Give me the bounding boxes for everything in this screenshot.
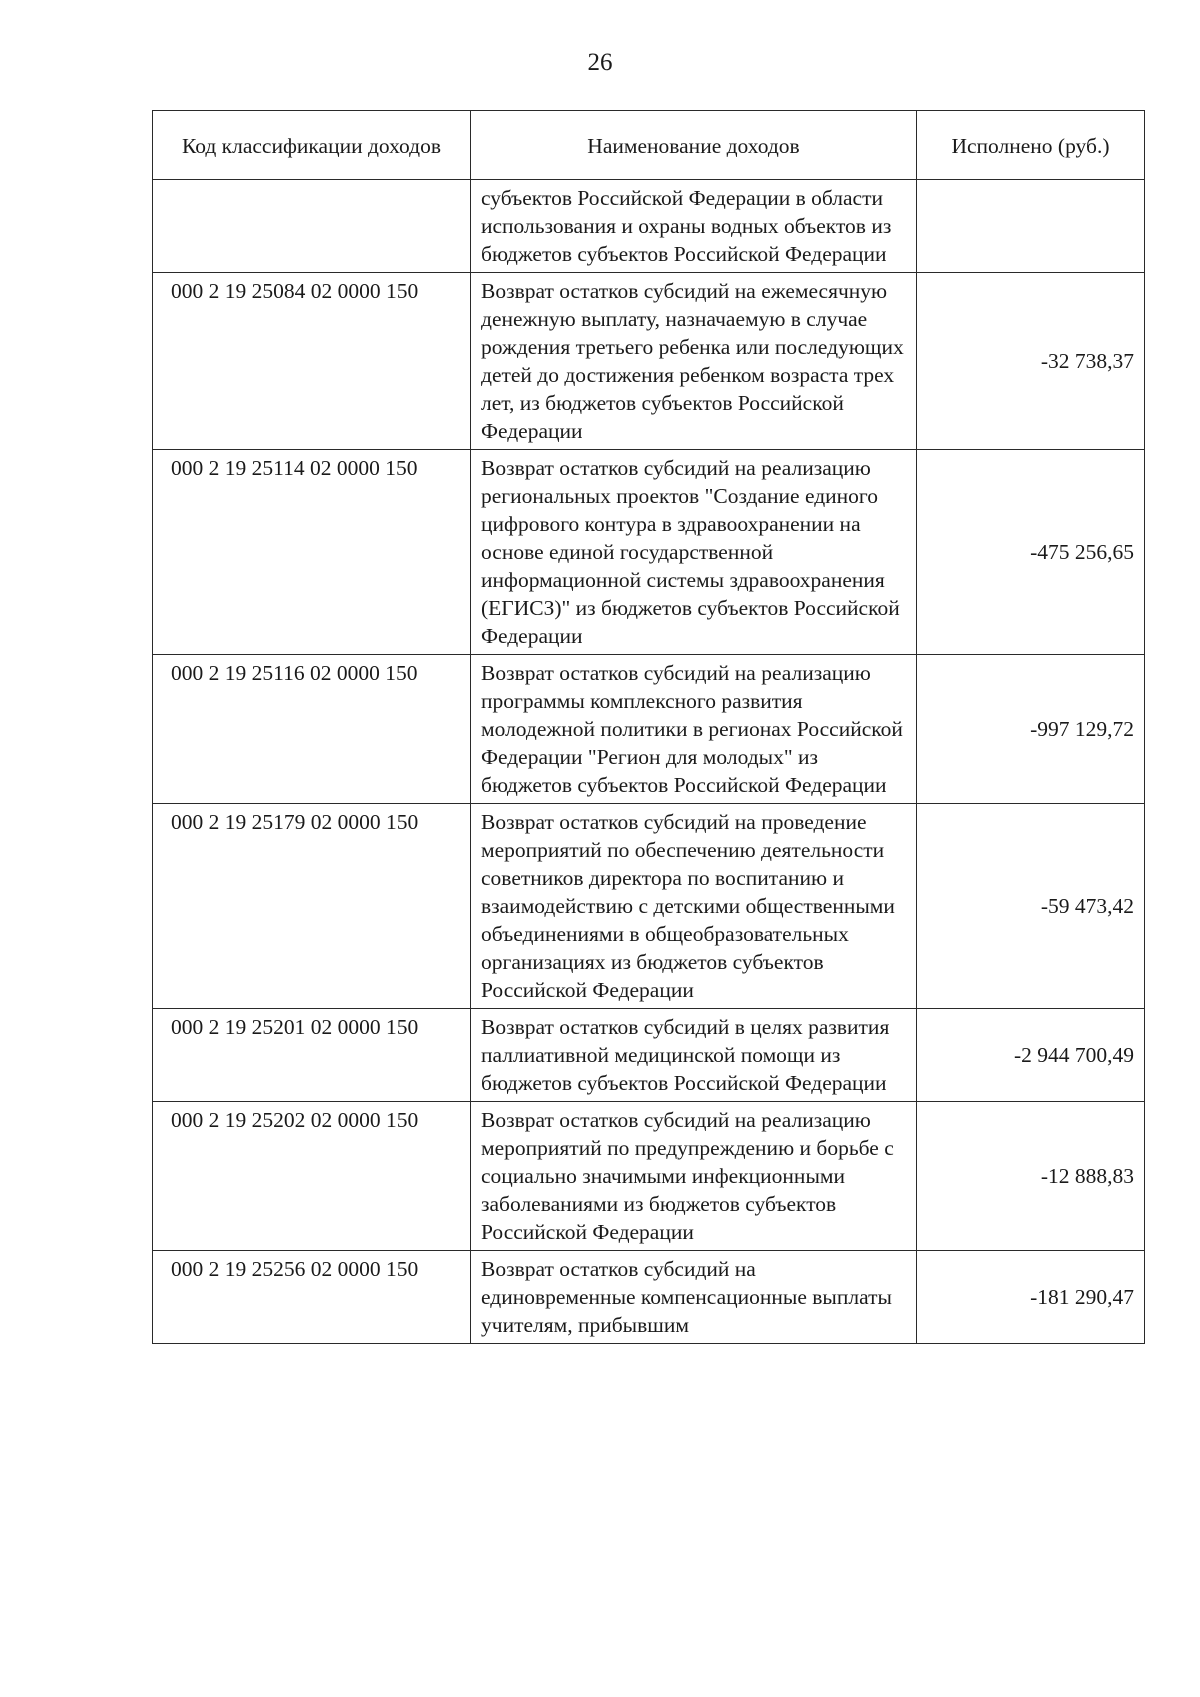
row-code (153, 180, 471, 273)
row-amount: -59 473,42 (917, 804, 1145, 1009)
table-row (153, 1009, 1145, 1102)
row-amount: -32 738,37 (917, 273, 1145, 450)
header-code: Код классификации доходов (153, 111, 471, 180)
table-row (153, 180, 1145, 273)
row-code: 000 2 19 25084 02 0000 150 (153, 273, 471, 450)
row-amount: -997 129,72 (917, 655, 1145, 804)
row-name: Возврат остатков субсидий на реализацию региональных проектов "Создание единого цифрового контура в здравоохранении на основе единой государственной информационной системы здравоохранения (ЕГИСЗ)" из бюджетов субъектов Российской Федерации (471, 450, 917, 655)
row-amount (917, 180, 1145, 273)
row-amount: -2 944 700,49 (917, 1009, 1145, 1102)
table-row (153, 450, 1145, 655)
table-body (153, 180, 1145, 1344)
row-code: 000 2 19 25201 02 0000 150 (153, 1009, 471, 1102)
row-name: Возврат остатков субсидий на единовременные компенсационные выплаты учителям, прибывшим (471, 1251, 917, 1344)
table-header (153, 111, 1145, 180)
table-row (153, 273, 1145, 450)
table-row (153, 655, 1145, 804)
row-code: 000 2 19 25179 02 0000 150 (153, 804, 471, 1009)
row-code: 000 2 19 25116 02 0000 150 (153, 655, 471, 804)
table-row (153, 1102, 1145, 1251)
revenue-table (152, 110, 1145, 1344)
row-name: Возврат остатков субсидий на реализацию мероприятий по предупреждению и борьбе с социально значимыми инфекционными заболеваниями из бюджетов субъектов Российской Федерации (471, 1102, 917, 1251)
row-amount: -475 256,65 (917, 450, 1145, 655)
table-row (153, 1251, 1145, 1344)
row-amount: -12 888,83 (917, 1102, 1145, 1251)
header-name: Наименование доходов (471, 111, 917, 180)
row-code: 000 2 19 25256 02 0000 150 (153, 1251, 471, 1344)
row-name: Возврат остатков субсидий на ежемесячную денежную выплату, назначаемую в случае рождения третьего ребенка или последующих детей до достижения ребенком возраста трех лет, из бюджетов субъектов Российской Федерации (471, 273, 917, 450)
row-amount: -181 290,47 (917, 1251, 1145, 1344)
header-amount: Исполнено (руб.) (917, 111, 1145, 180)
row-name: Возврат остатков субсидий на проведение мероприятий по обеспечению деятельности советников директора по воспитанию и взаимодействию с детскими общественными объединениями в общеобразовательных организациях из бюджетов субъектов Российской Федерации (471, 804, 917, 1009)
row-name: субъектов Российской Федерации в области использования и охраны водных объектов из бюджетов субъектов Российской Федерации (471, 180, 917, 273)
row-code: 000 2 19 25202 02 0000 150 (153, 1102, 471, 1251)
row-name: Возврат остатков субсидий на реализацию программы комплексного развития молодежной политики в регионах Российской Федерации "Регион для молодых" из бюджетов субъектов Российской Федерации (471, 655, 917, 804)
table-header-row (153, 111, 1145, 180)
page-number: 26 (587, 49, 613, 76)
row-name: Возврат остатков субсидий в целях развития паллиативной медицинской помощи из бюджетов субъектов Российской Федерации (471, 1009, 917, 1102)
table-row (153, 804, 1145, 1009)
row-code: 000 2 19 25114 02 0000 150 (153, 450, 471, 655)
